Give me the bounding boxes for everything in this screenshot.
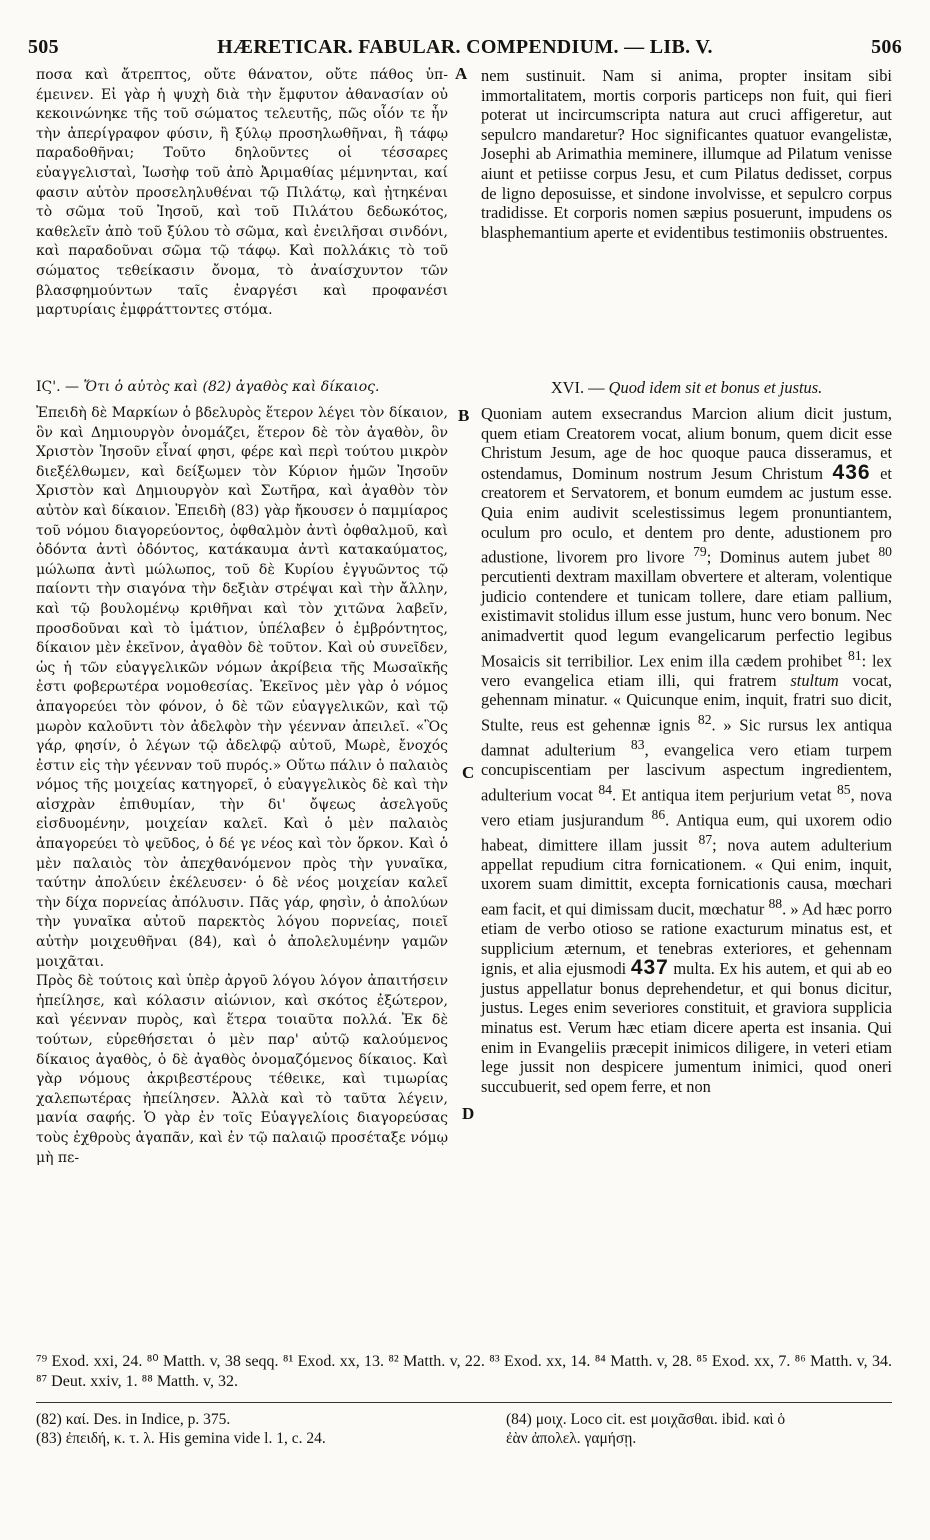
footnote-mark-85: 85 (836, 781, 851, 797)
footnote-mark-79: 79 (693, 544, 707, 560)
greek-paragraph-top: ποσα καὶ ἄτρεπτος, οὔτε θάνατον, οὔτε πάθος ὑπ-έμεινεν. Εἰ γὰρ ἡ ψυχὴ διὰ τὴν ἔμφυτον ἀθανασίαν οὐ κεκοινώνηκε τῆς τοῦ σώματος τελευτῆς, πῶς οἷόν τε ἦν τὴν ἀπερίγραφον φύσιν, ἢ ξύλῳ προσηλωθῆναι, ἢ τάφῳ παραδοθῆναι; Τοῦτο δηλοῦντες οἱ τέσσαρες εὐαγγελισταὶ, Ἰωσὴφ τοῦ ἀπὸ Ἀριμαθίας μέμνηνται, καί φασιν αὐτὸν προσεληλυθέναι τῷ Πιλάτῳ, καὶ ᾐτηκέναι τὸ σῶμα τοῦ Ἰησοῦ, καὶ τοῦ Πιλάτου δεδωκότος, καθελεῖν ἀπὸ τοῦ ξύλου τὸ σῶμα, καὶ ἐνειλῆσαι σινδόνι, καὶ παραδοῦναι σῶμα τῷ τάφῳ. Καὶ πολλάκις τὸ τοῦ σώματος τεθείκασιν ὄνομα, τὸ ἀναίσχυντον τῶν βλασφημούντων ταῖς ἐναργέσι καὶ προφανέσι μαρτυρίαις ἐμφράττοντες στόμα. (36, 67, 448, 319)
latin-text-2: multa. Ex his autem, et qui ab eo justus appellatur bonus deprehendetur, et qui bonus dicitur, justus. Leges enim severiores constituit, et graviora supplicia minatus est. Verum hæc etiam dicere aperta est insania. Qui enim in Evangeliis præcepit inimicos diligere, in veteri etiam lege jussit non despicere jumentum inimici, quod oneri succubuerit, sed opem ferre, et non (481, 959, 892, 1096)
latin-text-1b: et creatorem et Servatorem, et bonum eumdem ac justum esse. Quia enim audivit scelestissimus legem pronuntiantem, oculum pro oculo, et dentem pro dente, adustionem pro adustione, livorem pro livore (481, 463, 892, 567)
latin-text-1f: vocat, gehennam minatur. « Quicunque enim, inquit, fratri suo dicit, Stulte, reus est gehennæ ignis (481, 670, 892, 735)
footnote-mark-88: 88 (768, 895, 783, 911)
footnotes: ⁷⁹ Exod. xxi, 24. ⁸⁰ Matth. v, 38 seqq. ⁸¹ Exod. xx, 13. ⁸² Matth. v, 22. ⁸³ Exod. xx, 14. ⁸⁴ Matth. v, 28. ⁸⁵ Exod. xx, 7. ⁸⁶ Matth. v, 34. ⁸⁷ Deut. xxiv, 1. ⁸⁸ Matth. v, 32. (36, 1353, 892, 1390)
critical-notes-right (506, 1410, 892, 1448)
latin-section-number: XVI. (550, 378, 585, 397)
latin-text-1c: ; Dominus autem jubet (706, 547, 870, 567)
page-header (28, 36, 902, 60)
latin-text-1g: . » Sic rursus lex antiqua damnat adulterium (481, 715, 892, 760)
critical-note-83: (83) ἐπειδή, κ. τ. λ. His gemina vide l. 1, c. 24. (36, 1430, 326, 1447)
greek-column-top (36, 66, 448, 321)
inline-page-number-437: 437 (630, 956, 669, 980)
footnote-mark-80: 80 (878, 544, 892, 560)
page-number-left: 505 (28, 36, 59, 58)
latin-paragraph-top: nem sustinuit. Nam si anima, propter insitam sibi immortalitatem, mortis corporis particeps non fuit, qui fieri poterat ut incircumscripta natura aut cruci affigeretur, aut sepulcro mandaretur? Hoc significantes quatuor evangelistæ, Josephi ab Arimathia meminere, illumque ad Pilatum venisse aiunt et petiisse corpus Jesu, et cum Pilatus dedisset, corpus de ligno deposuisse, et sindone involvisse, et sepulcro corpus tradidisse. Et corporis nomen sæpius posuerunt, impudens os blasphemantium aperte et evidentibus testimoniis obstruentes. (481, 66, 892, 242)
greek-section-title: Ὅτι ὁ αὐτὸς καὶ (82) ἀγαθὸς καὶ δίκαιος. (83, 379, 380, 395)
inline-page-number-436: 436 (832, 460, 871, 484)
latin-text-1l: ; nova autem adulterium appellat repudium citra fornicationem. « Qui enim, inquit, uxorem suam dimittit, excepta fornicationis causa, mœchari eam facit, et qui dimissam ducit, mœchatur (481, 835, 892, 919)
latin-text-1d: percutienti dextram maxillam obvertere et alteram, volentique judicio contendere et tunicam tollere, dare etiam pallium, existimavit stolidus illum esse justum, hunc vero bonum. Nec animadvertit quod legum evangelicarum perfectio legibus Mosaicis sit terribilior. Lex enim illa cædem prohibet (481, 567, 892, 671)
greek-paragraph-body-1: Ἐπειδὴ δὲ Μαρκίων ὁ βδελυρὸς ἕτερον λέγει τὸν δίκαιον, ὃν καὶ Δημιουργὸν ὀνομάζει, ἕτερον δὲ τὸν ἀγαθὸν, ὃν Χριστὸν Ἰησοῦν εἶναί φησι, φέρε καὶ περὶ τούτου μικρὸν διεξέλθωμεν, καὶ δείξωμεν τὸν Κύριον ἡμῶν Ἰησοῦν Χριστὸν καὶ Δημιουργὸν καὶ Σωτῆρα, καὶ ἀγαθὸν τὸν αὐτὸν καὶ δίκαιον. Ἐπειδὴ (83) γὰρ ἤκουσεν ὁ παμμίαρος τοῦ νόμου διαγορεύοντος, ὀφθαλμὸν ἀντὶ ὀφθαλμοῦ, καὶ ὀδόντα ἀντὶ ὀδόντος, κατάκαυμα ἀντὶ κατακαύματος, μώλωπα ἀντὶ μώλωπος, τοῦ δὲ Κυρίου ἐγγυῶντος τῷ παίοντι τὴν σιαγόνα τὴν δεξιὰν στρέψαι καὶ τὴν ἄλλην, καὶ τῷ βουλομένῳ κριθῆναι καὶ τὸν χιτῶνα λαβεῖν, προσδοῦναι καὶ τὸ ἱμάτιον, ὑπέλαβεν ὁ ἐμβρόντητος, δίκαιον μὲν ἐκεῖνον, ἀγαθὸν δὲ τοῦτον. Καὶ οὐ συνεῖδεν, ὡς ἡ τῶν εὐαγγελικῶν νόμων ἀκρίβεια τῆς Μωσαϊκῆς ἐστι φοβερωτέρα νομοθεσίας. Ἐκεῖνος μὲν γὰρ ὁ νόμος ἀπαγορεύει τὸν φόνον, ὁ δὲ τῶν εὐαγγελικῶν, καὶ τῷ μωρὸν καλοῦντι τὸν ἀδελφὸν τὴν γέενναν ἀπειλεῖ. «Ὃς γάρ, φησίν, ὁ λέγων τῷ ἀδελφῷ αὐτοῦ, Μωρὲ, ἔνοχός ἐστιν εἰς τὴν γέενναν τοῦ πυρός.» Οὕτω πάλιν ὁ παλαιὸς νόμος τῆς μοιχείας κατηγορεῖ, ὁ εὐαγγελικὸς δὲ καὶ τὴν αἰσχρὰν ἐπιθυμίαν, τὴν δι' ὄψεως ἀσελγοῦς εἰσδυομένην, μοιχείαν καλεῖ. Καὶ ὁ μὲν παλαιὸς ἀπαγορεύει τὸ ψεῦδος, ὁ δέ γε νέος καὶ τὸν ὅρκον. Καὶ ὁ μὲν παλαιὸς τὸν ἀπεχθανόμενον πρὸς τὴν γυναῖκα, ταύτην ἀπολύειν ἐκέλευσεν· ὁ δὲ νέος μοιχείαν καλεῖ τὴν δίχα πορνείας ἀπόλυσιν. Πᾶς γάρ, φησὶν, ὁ ἀπολύων τὴν γυναῖκα αὐτοῦ παρεκτὸς λόγου πορνείας, ποιεῖ αὐτὴν μοιχευθῆναι (84), καὶ ὁ ἀπολελυμένην γαμῶν μοιχᾶται. (36, 405, 448, 970)
page-number-right: 506 (871, 36, 902, 58)
critical-note-82: (82) καί. Des. in Indice, p. 375. (36, 1411, 231, 1428)
critical-note-84-cont: ἐὰν ἀπολελ. γαμήσῃ. (506, 1430, 637, 1447)
margin-letter-c: C (462, 763, 475, 782)
latin-text-1k: . Antiqua eum, qui uxorem odio habeat, dimittere illam jussit (481, 810, 892, 855)
latin-text-1e: : lex vero evangelica etiam illi, qui fratrem (481, 651, 892, 690)
latin-paragraph-body (481, 404, 892, 1096)
footnote-mark-86: 86 (651, 806, 666, 822)
latin-text-1j: , nova vero etiam jusjurandum (481, 785, 892, 830)
footnote-mark-82: 82 (697, 711, 712, 727)
latin-text-1h: , evangelica vero etiam turpem concupiscentiam per lascivum aspectum ingredientem, adulterium vocat (481, 740, 892, 805)
footnote-mark-84: 84 (598, 781, 612, 797)
greek-section-number: ΙϚ'. (36, 379, 61, 395)
latin-text-1i: . Et antiqua item perjurium vetat (611, 785, 832, 805)
running-title: HÆRETICAR. FABULAR. COMPENDIUM. — LIB. V. (217, 36, 713, 58)
footnote-mark-81: 81 (847, 647, 862, 663)
latin-text-1: Quoniam autem exsecrandus Marcion alium dicit justum, quem etiam Creatorem vocat, alium bonum, quem dicit esse Christum Jesum, age de hoc quoque pauca disseramus, et ostendamus, Dominum nostrum Jesum Christum (481, 404, 892, 483)
latin-column-body (481, 404, 892, 1096)
footnote-mark-87: 87 (698, 831, 713, 847)
latin-section-title: Quod idem sit et bonus et justus. (608, 378, 823, 397)
margin-letter-a: A (455, 64, 468, 83)
margin-letter-b: B (458, 406, 470, 425)
latin-column-top (481, 66, 892, 242)
critical-note-84: (84) μοιχ. Loco cit. est μοιχᾶσθαι. ibid. καὶ ὁ (506, 1411, 786, 1428)
latin-word-stultum: stultum (790, 670, 839, 690)
footnote-mark-83: 83 (630, 736, 645, 752)
margin-letter-d: D (462, 1104, 475, 1123)
latin-section-heading: XVI. — Quod idem sit et bonus et justus. (550, 378, 823, 397)
critical-notes-left (36, 1410, 456, 1448)
latin-text-1m: . » Ad hæc porro etiam de verbo otioso se ratione exacturum minatus est, et supplicium æternum, et tenebras exteriores, et gehennam ignis, et alia ejusmodi (481, 899, 892, 979)
greek-column-body (36, 404, 448, 1168)
footnote-divider (36, 1402, 892, 1403)
greek-paragraph-body-2: Πρὸς δὲ τούτοις καὶ ὑπὲρ ἀργοῦ λόγου λόγον ἀπαιτήσειν ἠπείλησε, καὶ κόλασιν αἰώνιον, καὶ σκότος ἐξώτερον, καὶ γέενναν πυρὸς, καὶ ἕτερα τοιαῦτα πολλά. Ἐκ δὲ τούτων, εὑρεθήσεται ὁ μὲν παρ' αὐτῷ καλούμενος δίκαιος ἀγαθὸς, ὁ δὲ ἀγαθὸς ὀνομαζόμενος δίκαιος. Καὶ γὰρ νόμους ἀκριβεστέρους τέθεικε, καὶ τιμωρίας χαλεπωτέρας ἠπείλησεν. Ἀλλὰ καὶ τὸ ταῦτα λέγειν, μανία σαφής. Ὁ γὰρ ἐν τοῖς Εὐαγγελίοις διαγορεύσας τοὺς ἐχθροὺς ἀγαπᾶν, καὶ ἐν τῷ παλαιῷ προσέταξε νόμῳ μὴ πε- (36, 973, 448, 1166)
greek-section-heading: ΙϚ'. — Ὅτι ὁ αὐτὸς καὶ (82) ἀγαθὸς καὶ δίκαιος. (36, 379, 380, 395)
